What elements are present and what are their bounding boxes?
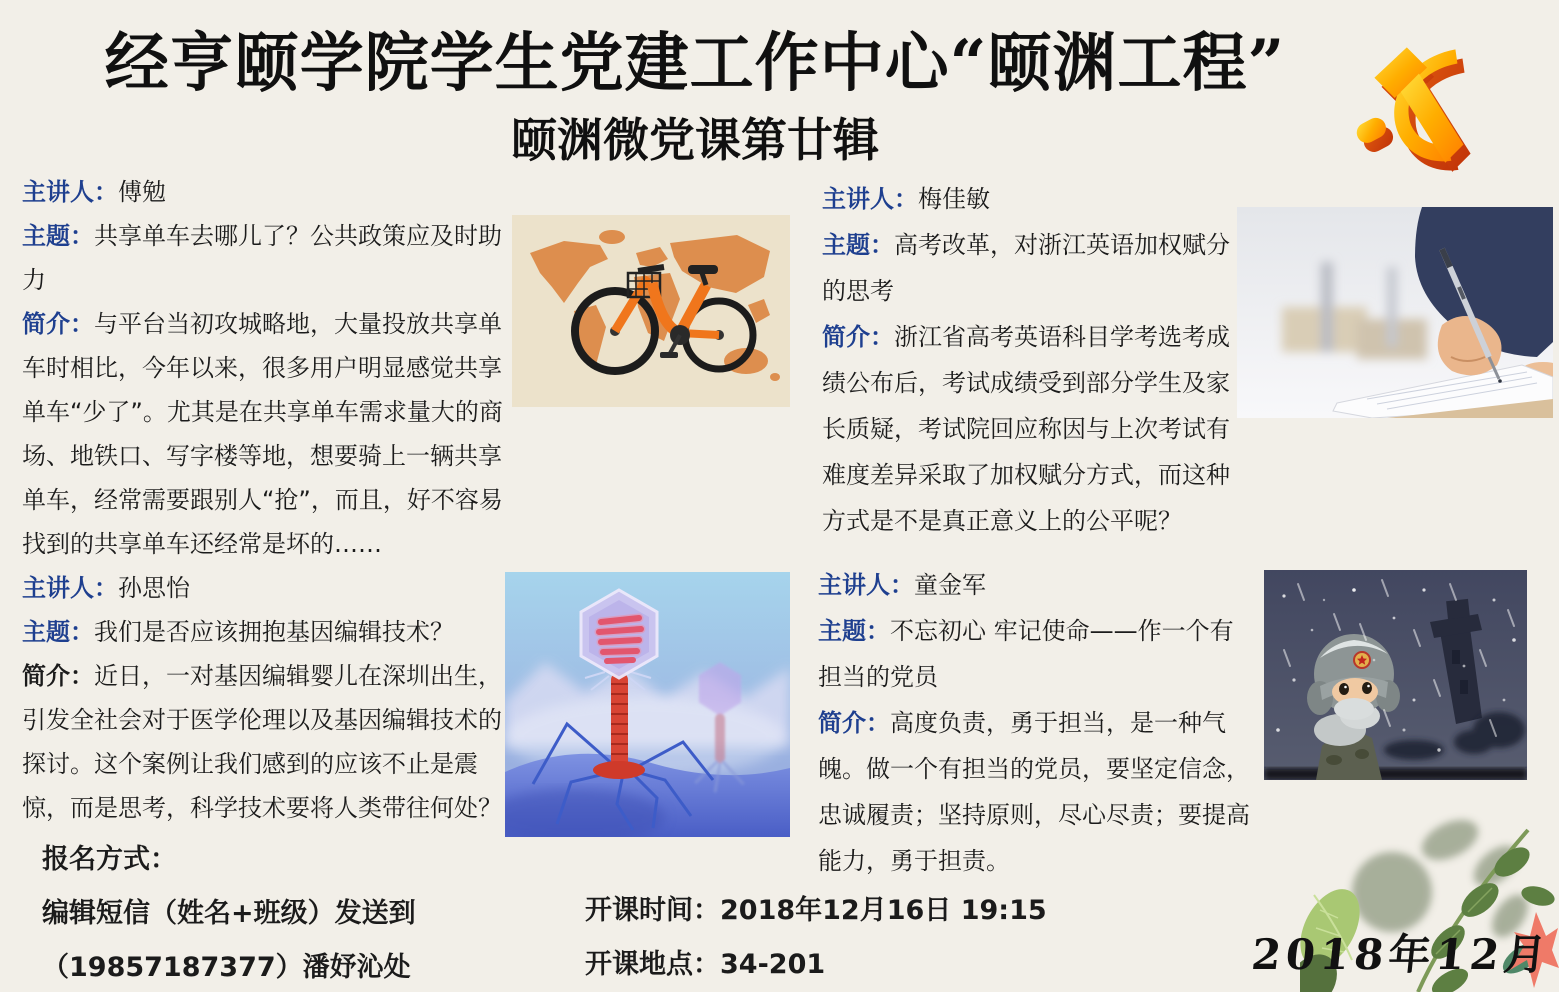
intro-label: 简介： [818,709,890,737]
session-block-4 [818,562,1252,884]
schedule-block [585,884,1085,992]
intro-label: 简介： [22,310,94,338]
speaker-line [818,562,1252,608]
intro-label: 简介： [22,662,94,690]
intro-paragraph [822,314,1252,544]
registration-line2: （19857187377）潘妤沁处 [42,952,411,983]
registration-block [42,833,512,992]
session-block-3 [22,566,514,830]
intro-paragraph [22,302,514,566]
speaker-name: 孙思怡 [118,574,190,602]
class-location-line [585,938,1085,992]
page-subtitle: 颐渊微党课第廿辑 [511,113,879,167]
registration-line1: 编辑短信（姓名+班级）发送到 [42,898,416,929]
class-time-value: 2018年12月16日 19:15 [720,895,1047,926]
speaker-label: 主讲人： [22,178,118,206]
intro-text: 高度负责，勇于担当，是一种气魄。做一个有担当的党员，要坚定信念，忠诚履责；坚持原则，尽心尽责；要提高能力，勇于担责。 [818,709,1250,875]
speaker-name: 童金军 [914,571,986,599]
speaker-label: 主讲人： [818,571,914,599]
topic-label: 主题： [818,617,890,645]
session-block-2 [822,176,1252,544]
topic-text: 我们是否应该拥抱基因编辑技术？ [94,618,454,646]
soldier-in-snow-image [1264,570,1527,780]
speaker-label: 主讲人： [22,574,118,602]
intro-paragraph [818,700,1252,884]
speaker-label: 主讲人： [822,185,918,213]
student-writing-exam-image [1237,207,1553,418]
class-time-label: 开课时间： [585,895,720,926]
shared-bike-world-map-image [512,215,790,407]
speaker-name: 梅佳敏 [918,185,990,213]
party-emblem-icon [1342,18,1504,182]
bacteriophage-virus-image [505,572,790,837]
registration-heading: 报名方式： [42,844,177,875]
topic-text: 高考改革，对浙江英语加权赋分的思考 [822,231,1230,305]
intro-paragraph [22,654,514,830]
speaker-line [822,176,1252,222]
topic-label: 主题： [822,231,894,259]
topic-line [818,608,1252,700]
topic-label: 主题： [22,618,94,646]
topic-text: 共享单车去哪儿了？公共政策应及时助力 [22,222,502,294]
topic-text: 不忘初心 牢记使命——作一个有担当的党员 [818,617,1234,691]
class-location-value: 34-201 [720,949,826,980]
class-location-label: 开课地点： [585,949,720,980]
intro-text: 与平台当初攻城略地，大量投放共享单车时相比，今年以来，很多用户明显感觉共享单车“少了”。尤其是在共享单车需求量大的商场、地铁口、写字楼等地，想要骑上一辆共享单车，经常需要跟别人“抢”，而且，好不容易找到的共享单车还经常是坏的…… [22,310,503,558]
topic-label: 主题： [22,222,94,250]
topic-line [822,222,1252,314]
class-time-line [585,884,1085,938]
speaker-line [22,170,514,214]
speaker-line [22,566,514,610]
intro-text: 近日，一对基因编辑婴儿在深圳出生，引发全社会对于医学伦理以及基因编辑技术的探讨。这个案例让我们感到的应该不止是震惊，而是思考，科学技术要将人类带往何处？ [22,662,502,822]
speaker-name: 傅勉 [118,178,166,206]
topic-line [22,610,514,654]
topic-line [22,214,514,302]
session-block-1 [22,170,514,566]
footer-date: 2018年12月 [1249,930,1554,979]
intro-label: 简介： [822,323,894,351]
intro-text: 浙江省高考英语科目学考选考成绩公布后，考试成绩受到部分学生及家长质疑，考试院回应称因与上次考试有难度差异采取了加权赋分方式，而这种方式是不是真正意义上的公平呢？ [822,323,1230,535]
page-title: 经亨颐学院学生党建工作中心“颐渊工程” [104,26,1286,101]
